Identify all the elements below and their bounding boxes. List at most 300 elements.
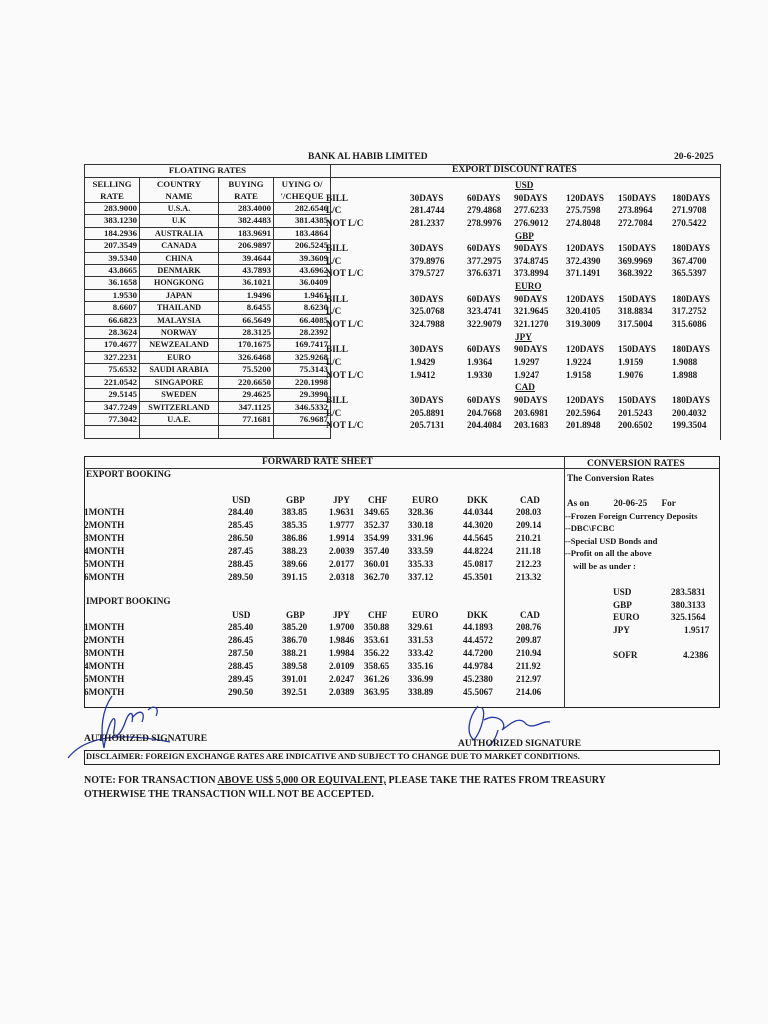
discount-rate-cell: 180DAYS [672, 243, 710, 254]
export-currency-header: CHF [368, 495, 388, 505]
export-rate-cell: 45.0817 [463, 558, 493, 569]
export-rate-cell: 333.59 [408, 545, 434, 556]
discount-rate-cell: 201.8948 [566, 420, 601, 431]
selling-rate-cell: 283.9000 [85, 203, 140, 215]
floating-rate-row [85, 277, 331, 289]
country-name-cell: NEWZEALAND [140, 339, 219, 351]
import-rate-cell: 1.9984 [329, 647, 355, 658]
country-name-cell: DENMARK [140, 265, 219, 277]
discount-rate-cell: 180DAYS [672, 344, 710, 355]
import-rate-cell: 285.40 [228, 622, 254, 632]
buying-rate-cell: 29.4625 [219, 389, 274, 401]
floating-rate-row [85, 413, 331, 425]
selling-rate-cell: 29.5145 [85, 389, 140, 401]
discount-rate-cell: 180DAYS [672, 395, 710, 405]
conversion-rate-value: 325.1564 [671, 612, 706, 623]
export-rate-cell: 289.50 [228, 571, 254, 582]
buying-rate-cell: 66.5649 [219, 314, 274, 326]
import-rate-cell: 210.94 [516, 647, 542, 658]
discount-rate-cell: 60DAYS [467, 344, 501, 355]
buying-cheque-cell: 29.3990 [274, 389, 331, 401]
conversion-divider [564, 456, 565, 708]
discount-rate-cell: 204.7668 [467, 407, 502, 418]
selling-rate-cell: 1.9530 [85, 289, 140, 301]
discount-rate-cell: 120DAYS [566, 192, 604, 203]
discount-rate-cell: 120DAYS [566, 344, 604, 355]
col-header-buying: BUYING RATE [219, 178, 274, 203]
conversion-currency: JPY [613, 624, 630, 635]
import-rate-cell: 2.0109 [329, 660, 355, 671]
note-line-2: OTHERWISE THE TRANSACTION WILL NOT BE ACCEPTED. [84, 789, 374, 800]
discount-rate-cell: 372.4390 [566, 255, 601, 266]
disclaimer-text: DISCLAIMER: FOREIGN EXCHANGE RATES ARE INDICATIVE AND SUBJECT TO CHANGE DUE TO MARKET CONDITIONS. [86, 752, 580, 761]
import-booking-label: IMPORT BOOKING [86, 596, 171, 606]
buying-rate-cell: 39.4644 [219, 252, 274, 264]
export-rate-cell: 212.23 [516, 558, 542, 569]
discount-row-label: BILL [326, 395, 348, 405]
selling-rate-cell: 66.6823 [85, 314, 140, 326]
discount-rate-cell: 324.7988 [410, 319, 445, 329]
import-currency-header: JPY [333, 610, 350, 620]
sheet-date: 20-6-2025 [674, 152, 714, 162]
export-rate-cell: 1.9914 [329, 532, 355, 543]
export-rate-cell: 349.65 [364, 507, 390, 517]
export-rate-cell: 209.14 [516, 519, 542, 530]
discount-rate-cell: 379.8976 [410, 255, 445, 266]
import-rate-cell: 209.87 [516, 634, 542, 645]
discount-rate-cell: 365.5397 [672, 268, 707, 279]
import-rate-cell: 363.95 [364, 686, 390, 697]
discount-rate-cell: 90DAYS [514, 243, 548, 254]
discount-rate-cell: 318.8834 [618, 306, 653, 317]
discount-rate-cell: 90DAYS [514, 192, 548, 203]
export-rate-cell: 45.3501 [463, 571, 493, 582]
export-currency-header: JPY [333, 495, 350, 505]
export-discount-title-line [326, 177, 720, 178]
import-rate-cell: 336.99 [408, 673, 434, 684]
discount-row-label: NOT L/C [326, 268, 364, 279]
discount-rate-cell: 1.9429 [410, 357, 436, 367]
country-name-cell: THAILAND [140, 302, 219, 314]
import-rate-cell: 45.5067 [463, 686, 493, 697]
import-rate-cell: 386.70 [282, 634, 308, 645]
country-name-cell: AUSTRALIA [140, 227, 219, 239]
discount-rate-cell: 371.1491 [566, 268, 601, 279]
discount-rate-cell: 319.3009 [566, 319, 601, 329]
conversion-as-on: As on 20-06-25 For [567, 498, 676, 508]
buying-cheque-cell: 220.1998 [274, 376, 331, 388]
buying-rate-cell: 326.6468 [219, 351, 274, 363]
import-rate-cell: 212.97 [516, 673, 542, 684]
country-name-cell: U.A.E. [140, 413, 219, 425]
conversion-note-line: --Special USD Bonds and [565, 535, 658, 546]
sofr-value: 4.2386 [683, 650, 709, 660]
discount-rate-cell: 323.4741 [467, 306, 502, 317]
selling-rate-cell: 39.5340 [85, 252, 140, 264]
import-rate-cell: 211.92 [516, 660, 541, 671]
discount-currency-cad: CAD [515, 382, 535, 393]
floating-rate-row [85, 252, 331, 264]
export-rate-cell: 285.45 [228, 519, 254, 530]
floating-rate-row [85, 376, 331, 388]
note-line-1: NOTE: FOR TRANSACTION ABOVE US$ 5,000 OR EQUIVALENT, PLEASE TAKE THE RATES FROM TREASURY [84, 775, 606, 786]
import-currency-header: CAD [520, 610, 540, 620]
import-rate-cell: 389.58 [282, 660, 308, 671]
conversion-note-line: --Profit on all the above [565, 548, 652, 559]
import-rate-cell: 388.21 [282, 647, 308, 658]
conversion-currency: GBP [613, 599, 632, 610]
discount-rate-cell: 150DAYS [618, 243, 656, 254]
export-rate-cell: 208.03 [516, 507, 542, 517]
export-rate-cell: 2.0318 [329, 571, 355, 582]
export-discount-title: EXPORT DISCOUNT RATES [452, 165, 577, 175]
floating-rates-table [84, 164, 331, 439]
col-header-country: COUNTRY NAME [140, 178, 219, 203]
selling-rate-cell: 8.6607 [85, 302, 140, 314]
discount-rate-cell: 204.4084 [467, 420, 502, 431]
floating-rate-row [85, 289, 331, 301]
import-rate-cell: 287.50 [228, 647, 254, 658]
discount-row-label: L/C [326, 357, 342, 367]
import-rate-cell: 385.20 [282, 622, 308, 632]
import-rate-cell: 44.1893 [463, 622, 493, 632]
discount-rate-cell: 30DAYS [410, 243, 444, 254]
buying-cheque-cell: 36.0409 [274, 277, 331, 289]
discount-row-label: L/C [326, 255, 342, 266]
discount-rate-cell: 200.6502 [618, 420, 653, 431]
export-booking-label: EXPORT BOOKING [86, 469, 172, 479]
floating-rate-row [85, 240, 331, 252]
country-name-cell: HONGKONG [140, 277, 219, 289]
discount-rate-cell: 1.9247 [514, 369, 540, 380]
buying-cheque-cell: 66.4085 [274, 314, 331, 326]
floating-rate-row [85, 265, 331, 277]
buying-rate-cell: 283.4000 [219, 203, 274, 215]
selling-rate-cell: 383.1230 [85, 215, 140, 227]
floating-rate-row [85, 215, 331, 227]
discount-row-label: NOT L/C [326, 420, 364, 431]
forward-section-frame [84, 456, 720, 708]
discount-rate-cell: 203.6981 [514, 407, 549, 418]
authorized-signature-left: AUTHORIZED SIGNATURE [84, 734, 208, 744]
discount-rate-cell: 1.9224 [566, 357, 592, 367]
floating-rate-row [85, 203, 331, 215]
export-rate-cell: 2.0177 [329, 558, 355, 569]
authorized-signature-right: AUTHORIZED SIGNATURE [458, 739, 582, 749]
floating-rate-row [85, 339, 331, 351]
discount-row-label: BILL [326, 243, 348, 254]
discount-rate-cell: 321.9645 [514, 306, 549, 317]
buying-rate-cell: 220.6650 [219, 376, 274, 388]
discount-rate-cell: 30DAYS [410, 192, 444, 203]
import-rate-cell: 45.2380 [463, 673, 493, 684]
buying-rate-cell: 382.4483 [219, 215, 274, 227]
discount-rate-cell: 90DAYS [514, 395, 548, 405]
bank-name: BANK AL HABIB LIMITED [308, 152, 428, 162]
sofr-label: SOFR [613, 650, 638, 660]
buying-rate-cell: 77.1681 [219, 413, 274, 425]
import-rate-cell: 331.53 [408, 634, 434, 645]
import-rate-cell: 288.45 [228, 660, 254, 671]
discount-rate-cell: 275.7598 [566, 205, 601, 216]
discount-rate-cell: 376.6371 [467, 268, 502, 279]
buying-rate-cell: 8.6455 [219, 302, 274, 314]
import-currency-header: EURO [412, 610, 439, 620]
buying-rate-cell: 1.9496 [219, 289, 274, 301]
export-rate-cell: 337.12 [408, 571, 434, 582]
export-rate-cell: 335.33 [408, 558, 434, 569]
export-rate-cell: 2.0039 [329, 545, 355, 556]
country-name-cell: SWITZERLAND [140, 401, 219, 413]
selling-rate-cell: 207.3549 [85, 240, 140, 252]
export-rate-cell: 330.18 [408, 519, 434, 530]
import-rate-cell: 329.61 [408, 622, 434, 632]
buying-cheque-cell: 76.9687 [274, 413, 331, 425]
export-rate-cell: 287.45 [228, 545, 254, 556]
discount-rate-cell: 1.9159 [618, 357, 644, 367]
import-rate-cell: 290.50 [228, 686, 254, 697]
conversion-currency: EURO [613, 612, 640, 623]
country-name-cell: MALAYSIA [140, 314, 219, 326]
discount-rate-cell: 320.4105 [566, 306, 601, 317]
conversion-rate-value: 380.3133 [671, 599, 706, 610]
import-rate-cell: 392.51 [282, 686, 308, 697]
buying-cheque-cell: 8.6230 [274, 302, 331, 314]
conversion-rate-value: 1.9517 [684, 624, 710, 635]
discount-rate-cell: 271.9708 [672, 205, 707, 216]
discount-rate-cell: 120DAYS [566, 243, 604, 254]
discount-rate-cell: 270.5422 [672, 217, 707, 228]
discount-row-label: L/C [326, 407, 342, 418]
discount-rate-cell: 205.8891 [410, 407, 445, 418]
floating-rates-title: FLOATING RATES [85, 165, 331, 178]
country-name-cell: CANADA [140, 240, 219, 252]
discount-rate-cell: 150DAYS [618, 192, 656, 203]
discount-row-label: NOT L/C [326, 369, 364, 380]
export-rate-cell: 357.40 [364, 545, 390, 556]
import-rate-cell: 44.7200 [463, 647, 493, 658]
floating-rates-section [84, 164, 331, 439]
import-month-label: 3MONTH [84, 647, 125, 658]
discount-row-label: BILL [326, 192, 348, 203]
export-rate-cell: 331.96 [408, 532, 434, 543]
country-name-cell: SINGAPORE [140, 376, 219, 388]
import-currency-header: CHF [368, 610, 388, 620]
discount-row-label: BILL [326, 344, 348, 355]
export-month-label: 1MONTH [84, 507, 125, 517]
import-rate-cell: 350.88 [364, 622, 390, 632]
discount-rate-cell: 281.2337 [410, 217, 445, 228]
selling-rate-cell: 327.2231 [85, 351, 140, 363]
conversion-note-line: will be as under : [573, 560, 636, 571]
conversion-note-line: --Frozen Foreign Currency Deposits [565, 511, 698, 521]
import-month-label: 6MONTH [84, 686, 125, 697]
discount-row-label: NOT L/C [326, 217, 364, 228]
discount-rate-cell: 281.4744 [410, 205, 445, 216]
import-rate-cell: 2.0389 [329, 686, 355, 697]
export-rate-cell: 213.32 [516, 571, 542, 582]
import-rate-cell: 353.61 [364, 634, 390, 645]
discount-rate-cell: 202.5964 [566, 407, 601, 418]
conversion-subtitle: The Conversion Rates [567, 473, 654, 483]
export-currency-header: GBP [286, 495, 305, 505]
discount-rate-cell: 150DAYS [618, 344, 656, 355]
floating-rate-row [85, 351, 331, 363]
buying-cheque-cell: 381.4385 [274, 215, 331, 227]
import-month-label: 4MONTH [84, 660, 125, 671]
selling-rate-cell: 43.8665 [85, 265, 140, 277]
import-rate-cell: 44.9784 [463, 660, 493, 671]
discount-currency-gbp: GBP [515, 230, 534, 241]
discount-row-label: BILL [326, 293, 348, 304]
discount-rate-cell: 368.3922 [618, 268, 653, 279]
discount-rate-cell: 272.7084 [618, 217, 653, 228]
buying-cheque-cell: 43.6962 [274, 265, 331, 277]
buying-cheque-cell: 169.7417 [274, 339, 331, 351]
export-rate-cell: 389.66 [282, 558, 308, 569]
export-rate-cell: 360.01 [364, 558, 390, 569]
discount-rate-cell: 273.8964 [618, 205, 653, 216]
export-rate-cell: 388.23 [282, 545, 308, 556]
discount-rate-cell: 1.9297 [514, 357, 540, 367]
import-currency-header: USD [232, 610, 251, 620]
discount-rate-cell: 205.7131 [410, 420, 445, 431]
floating-rate-row [85, 302, 331, 314]
export-month-label: 6MONTH [84, 571, 125, 582]
buying-rate-cell: 347.1125 [219, 401, 274, 413]
discount-rate-cell: 374.8745 [514, 255, 549, 266]
buying-rate-cell: 36.1021 [219, 277, 274, 289]
export-rate-cell: 288.45 [228, 558, 254, 569]
floating-rate-row [85, 327, 331, 339]
export-rate-cell: 383.85 [282, 507, 308, 517]
buying-cheque-cell: 183.4864 [274, 227, 331, 239]
export-rate-cell: 386.86 [282, 532, 308, 543]
export-month-label: 2MONTH [84, 519, 125, 530]
export-rate-cell: 44.8224 [463, 545, 493, 556]
discount-rate-cell: 90DAYS [514, 344, 548, 355]
buying-rate-cell: 170.1675 [219, 339, 274, 351]
discount-rate-cell: 199.3504 [672, 420, 707, 431]
discount-rate-cell: 317.2752 [672, 306, 707, 317]
discount-rate-cell: 180DAYS [672, 192, 710, 203]
discount-rate-cell: 279.4868 [467, 205, 502, 216]
import-rate-cell: 361.26 [364, 673, 390, 684]
selling-rate-cell: 77.3042 [85, 413, 140, 425]
discount-rate-cell: 377.2975 [467, 255, 502, 266]
discount-rate-cell: 325.0768 [410, 306, 445, 317]
discount-row-label: L/C [326, 205, 342, 216]
import-rate-cell: 338.89 [408, 686, 434, 697]
export-rate-cell: 286.50 [228, 532, 254, 543]
conversion-currency: USD [613, 587, 632, 597]
discount-rate-cell: 373.8994 [514, 268, 549, 279]
country-name-cell: SWEDEN [140, 389, 219, 401]
export-rate-cell: 44.3020 [463, 519, 493, 530]
forward-title: FORWARD RATE SHEET [262, 457, 373, 467]
discount-rate-cell: 1.9158 [566, 369, 592, 380]
export-rate-cell: 211.18 [516, 545, 541, 556]
discount-rate-cell: 317.5004 [618, 319, 653, 329]
export-rate-cell: 210.21 [516, 532, 542, 543]
import-rate-cell: 1.9700 [329, 622, 355, 632]
import-rate-cell: 208.76 [516, 622, 542, 632]
import-rate-cell: 335.16 [408, 660, 434, 671]
import-currency-header: GBP [286, 610, 305, 620]
discount-rate-cell: 200.4032 [672, 407, 707, 418]
discount-rate-cell: 60DAYS [467, 395, 501, 405]
floating-rate-row [85, 364, 331, 376]
col-header-selling: SELLING RATE [85, 178, 140, 203]
buying-rate-cell: 183.9691 [219, 227, 274, 239]
col-header-buying-cheque: UYING O/ '/CHEQUE [274, 178, 331, 203]
buying-rate-cell: 75.5200 [219, 364, 274, 376]
import-rate-cell: 214.06 [516, 686, 542, 697]
country-name-cell: SAUDI ARABIA [140, 364, 219, 376]
import-rate-cell: 1.9846 [329, 634, 355, 645]
import-rate-cell: 289.45 [228, 673, 254, 684]
discount-rate-cell: 30DAYS [410, 344, 444, 355]
import-rate-cell: 358.65 [364, 660, 390, 671]
discount-row-label: L/C [326, 306, 342, 317]
discount-rate-cell: 180DAYS [672, 293, 710, 304]
export-currency-header: USD [232, 495, 251, 505]
selling-rate-cell: 75.6532 [85, 364, 140, 376]
discount-rate-cell: 274.8048 [566, 217, 601, 228]
discount-rate-cell: 321.1270 [514, 319, 549, 329]
discount-rate-cell: 120DAYS [566, 293, 604, 304]
discount-rate-cell: 277.6233 [514, 205, 549, 216]
discount-rate-cell: 1.9364 [467, 357, 493, 367]
country-name-cell: EURO [140, 351, 219, 363]
import-rate-cell: 286.45 [228, 634, 254, 645]
floating-rate-row [85, 227, 331, 239]
discount-rate-cell: 367.4700 [672, 255, 707, 266]
country-name-cell: CHINA [140, 252, 219, 264]
discount-currency-jpy: JPY [515, 331, 532, 342]
floating-rate-row [85, 389, 331, 401]
selling-rate-cell: 28.3624 [85, 327, 140, 339]
country-name-cell: U.S.A. [140, 203, 219, 215]
export-rate-cell: 352.37 [364, 519, 390, 530]
discount-rate-cell: 276.9012 [514, 217, 549, 228]
discount-rate-cell: 150DAYS [618, 395, 656, 405]
buying-rate-cell: 43.7893 [219, 265, 274, 277]
export-rate-cell: 284.40 [228, 507, 254, 517]
conversion-title: CONVERSION RATES [587, 459, 685, 469]
discount-currency-usd: USD [515, 180, 534, 190]
export-month-label: 4MONTH [84, 545, 125, 556]
discount-rate-cell: 90DAYS [514, 293, 548, 304]
import-rate-cell: 356.22 [364, 647, 390, 658]
export-rate-cell: 391.15 [282, 571, 308, 582]
discount-rate-cell: 203.1683 [514, 420, 549, 431]
discount-rate-cell: 379.5727 [410, 268, 445, 279]
country-name-cell: NORWAY [140, 327, 219, 339]
buying-cheque-cell: 75.3143 [274, 364, 331, 376]
discount-rate-cell: 30DAYS [410, 395, 444, 405]
buying-rate-cell: 28.3125 [219, 327, 274, 339]
discount-rate-cell: 60DAYS [467, 293, 501, 304]
export-rate-cell: 362.70 [364, 571, 390, 582]
discount-rate-cell: 322.9079 [467, 319, 502, 329]
floating-rate-row [85, 401, 331, 413]
discount-rate-cell: 1.9412 [410, 369, 436, 380]
export-rate-cell: 385.35 [282, 519, 308, 530]
export-currency-header: EURO [412, 495, 439, 505]
country-name-cell: JAPAN [140, 289, 219, 301]
selling-rate-cell: 221.0542 [85, 376, 140, 388]
